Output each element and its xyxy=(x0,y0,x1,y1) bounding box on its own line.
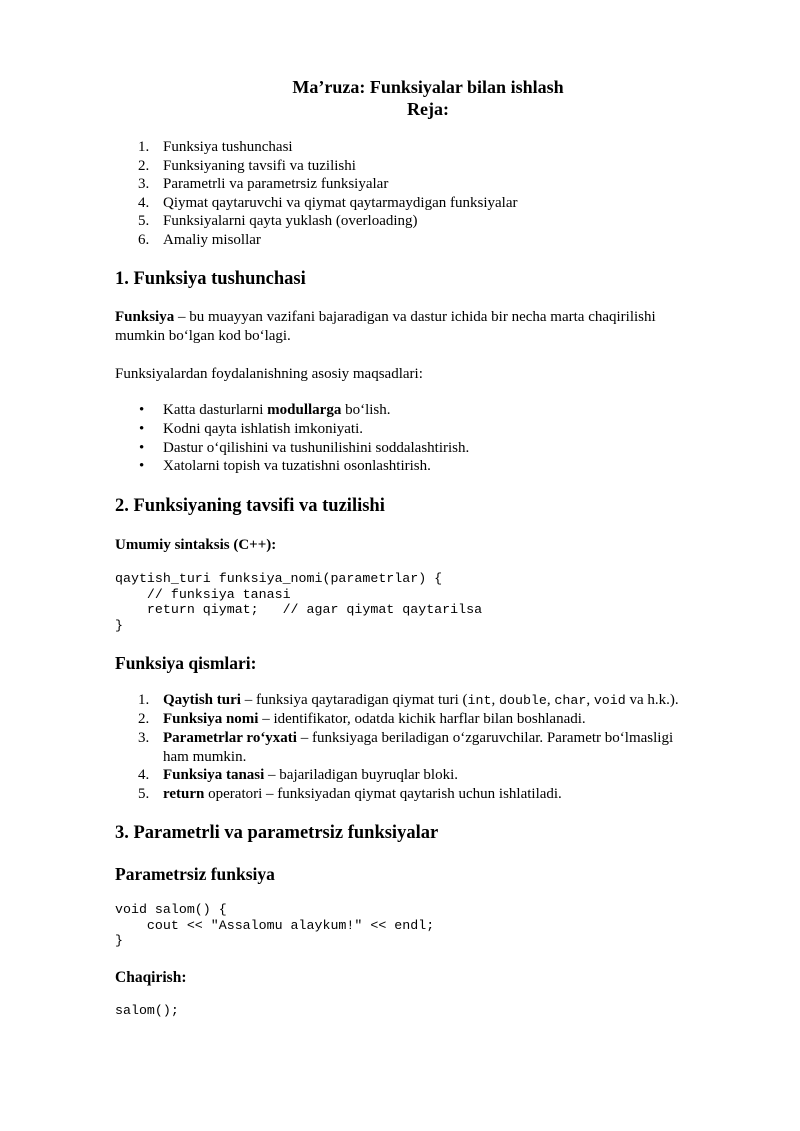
list-number: 2. xyxy=(138,711,150,727)
plan-number: 6. xyxy=(138,231,150,248)
list-item-text: – bajariladigan buyruqlar bloki. xyxy=(264,767,458,783)
list-item-bold: modullarga xyxy=(267,402,342,418)
code-line: // funksiya tanasi xyxy=(115,586,291,602)
sub-heading: Parametrsiz funksiya xyxy=(115,864,275,884)
code-line: qaytish_turi funksiya_nomi(parametrlar) { xyxy=(115,571,443,586)
list-item-bold: Funksiya nomi xyxy=(163,711,259,727)
list-item: Kodni qayta ishlatish imkoniyati. xyxy=(163,421,363,437)
list-item: Dastur o‘qilishini va tushunilishini soddalashtirish. xyxy=(163,439,470,456)
code-line: salom(); xyxy=(115,1003,179,1018)
list-item-text: – identifikator, odatda kichik harflar bilan boshlanadi. xyxy=(258,711,586,727)
list-item-text: – funksiyaga beriladigan o‘zgaruvchilar. Parametr bo‘lmasligi xyxy=(296,730,674,746)
list-number: 5. xyxy=(138,786,150,802)
code-line: cout << "Assalomu alaykum!" << endl; xyxy=(115,917,435,933)
plan-number: 1. xyxy=(138,139,150,155)
plan-item: Funksiya tushunchasi xyxy=(163,139,293,155)
call-label: Chaqirish: xyxy=(115,969,187,986)
list-item-text: – funksiya qaytaradigan qiymat turi ( xyxy=(240,692,468,708)
syntax-label: Umumiy sintaksis (C++): xyxy=(115,537,277,553)
plan-item: Funksiyaning tavsifi va tuzilishi xyxy=(163,157,356,174)
list-item-text: operatori – funksiyadan qiymat qaytarish uchun ishlatiladi. xyxy=(204,786,562,802)
code-line: } xyxy=(115,617,123,633)
list-number: 3. xyxy=(138,730,150,746)
definition-term: Funksiya xyxy=(115,309,175,325)
plan-item: Funksiyalarni qayta yuklash (overloading) xyxy=(163,213,418,229)
list-number: 1. xyxy=(138,692,150,708)
plan-item: Qiymat qaytaruvchi va qiymat qaytarmaydigan funksiyalar xyxy=(163,194,518,211)
list-item: Qaytish turi – funksiya qaytaradigan qiymat turi (int, double, char, void va h.k.). xyxy=(163,692,679,708)
list-item xyxy=(163,730,673,747)
list-item: Xatolarni topish va tuzatishni osonlashtirish. xyxy=(163,458,431,474)
plan-title: Reja: xyxy=(407,99,449,119)
bullet-icon: • xyxy=(139,458,145,474)
list-number: 4. xyxy=(138,767,150,783)
list-item-bold: Qaytish turi xyxy=(163,692,241,708)
bullet-icon: • xyxy=(139,421,145,437)
list-item xyxy=(163,402,391,419)
plan-item: Amaliy misollar xyxy=(163,231,261,248)
bullet-icon: • xyxy=(139,402,145,418)
code-line: void salom() { xyxy=(115,902,227,917)
inline-code: double xyxy=(499,693,547,708)
list-item-text: Katta dasturlarni xyxy=(163,402,268,418)
goals-intro: Funksiyalardan foydalanishning asosiy maqsadlari: xyxy=(115,366,423,382)
section-heading: 2. Funksiyaning tavsifi va tuzilishi xyxy=(115,496,385,516)
list-item-bold: Funksiya tanasi xyxy=(163,767,265,783)
list-item-line2: ham mumkin. xyxy=(163,748,247,765)
definition-paragraph-line2: mumkin bo‘lgan kod bo‘lagi. xyxy=(115,328,291,344)
plan-number: 3. xyxy=(138,176,150,192)
list-item-bold: return xyxy=(163,786,205,802)
definition-text: – bu muayyan vazifani bajaradigan va dastur ichida bir necha marta chaqirilishi xyxy=(174,309,656,325)
list-item-text: bo‘lish. xyxy=(341,402,391,418)
list-item xyxy=(163,711,586,728)
inline-code: void xyxy=(593,693,626,708)
page-title: Ma’ruza: Funksiyalar bilan ishlash xyxy=(292,77,564,97)
plan-number: 4. xyxy=(138,194,150,211)
plan-number: 2. xyxy=(138,157,150,174)
inline-code: int xyxy=(467,693,492,708)
list-item-text: va h.k.). xyxy=(625,692,679,708)
parts-heading: Funksiya qismlari: xyxy=(115,653,257,673)
inline-code: char xyxy=(554,693,587,708)
section-heading: 1. Funksiya tushunchasi xyxy=(115,269,306,289)
bullet-icon: • xyxy=(139,439,145,456)
plan-number: 5. xyxy=(138,213,150,229)
code-line: } xyxy=(115,933,123,948)
definition-paragraph xyxy=(115,309,656,326)
section-heading: 3. Parametrli va parametrsiz funksiyalar xyxy=(115,823,439,843)
code-line: return qiymat; // agar qiymat qaytarilsa xyxy=(115,602,483,617)
list-item-bold: Parametrlar ro‘yxati xyxy=(163,730,297,746)
plan-item: Parametrli va parametrsiz funksiyalar xyxy=(163,176,389,192)
list-item xyxy=(163,767,458,784)
list-item xyxy=(163,786,562,803)
